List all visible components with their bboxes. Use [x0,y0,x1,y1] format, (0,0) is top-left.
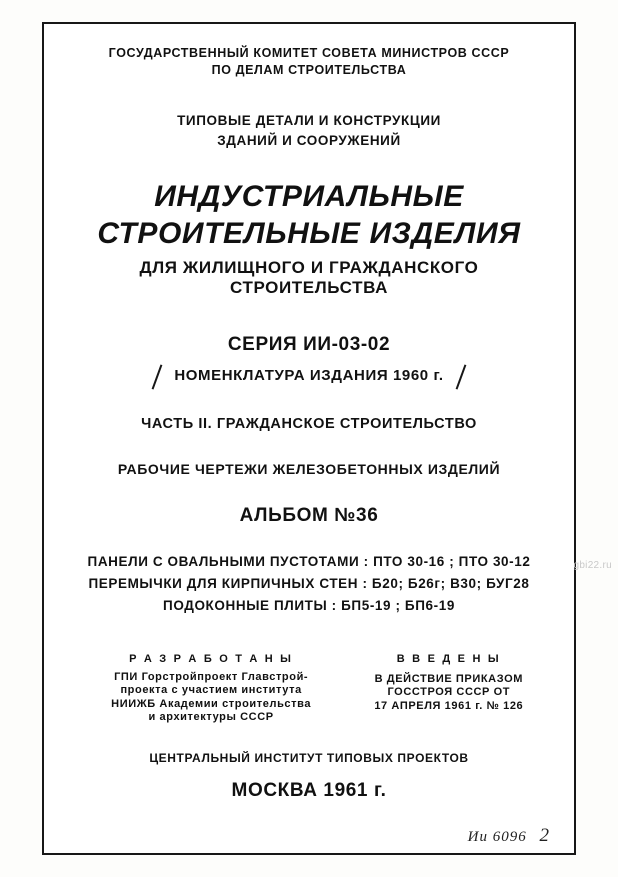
institute-text: ЦЕНТРАЛЬНЫЙ ИНСТИТУТ ТИПОВЫХ ПРОЕКТОВ [149,750,469,765]
main-title-line-2: СТРОИТЕЛЬНЫЕ ИЗДЕЛИЯ [97,217,521,251]
main-subtitle [70,258,548,299]
footer-columns [70,649,548,725]
developed-by-line: ГПИ Горстройпроект Главстрой- [114,670,309,683]
title-page-frame [42,22,576,855]
drawings-text: РАБОЧИЕ ЧЕРТЕЖИ ЖЕЛЕЗОБЕТОННЫХ ИЗДЕЛИЙ [117,461,501,478]
drawings-line [70,461,548,478]
main-subtitle-line-1: ДЛЯ ЖИЛИЩНОГО И ГРАЖДАНСКОГО [139,257,479,277]
enacted-by-line: 17 АПРЕЛЯ 1961 г. № 126 [374,699,524,712]
developed-by-block [76,649,346,725]
nomenclature-text: НОМЕНКЛАТУРА ИЗДАНИЯ 1960 г. [174,367,444,385]
typical-details-subheader [70,113,548,150]
enacted-by-line: ГОССТРОЯ СССР ОТ [387,686,511,699]
album-text: АЛЬБОМ №36 [239,505,379,527]
series-label-text: СЕРИЯ ИИ-03-02 [227,334,391,356]
ministry-header [70,46,548,79]
developed-by-line: проекта с участием института [120,684,302,697]
developed-by-caption: Р А З Р А Б О Т А Н Ы [129,652,294,665]
product-list-item: ПОДОКОННЫЕ ПЛИТЫ : БП5-19 ; БП6-19 [163,598,455,614]
ministry-header-line-1: ГОСУДАРСТВЕННЫЙ КОМИТЕТ СОВЕТА МИНИСТРОВ СССР [108,46,510,60]
developed-by-line: НИИЖБ Академии строительства [111,697,312,710]
main-title-line-1: ИНДУСТРИАЛЬНЫЕ [154,180,464,214]
main-title [70,179,548,252]
enacted-by-line: В ДЕЙСТВИЕ ПРИКАЗОМ [374,672,523,685]
handwritten-annotation [468,825,550,847]
slash-right-mark [455,365,466,390]
typical-details-line-2: ЗДАНИЙ И СООРУЖЕНИЙ [217,132,401,148]
enacted-by-block [356,649,542,713]
handwritten-code: Иu 6096 [467,829,527,845]
main-subtitle-line-2: СТРОИТЕЛЬСТВА [230,278,388,298]
title-page-content [44,24,574,853]
city-year-line [70,779,548,802]
part-line [70,416,548,434]
developed-by-line: и архитектуры СССР [148,711,274,724]
handwritten-number: 2 [539,825,550,846]
ministry-header-line-2: ПО ДЕЛАМ СТРОИТЕЛЬСТВА [211,63,407,78]
product-list-item: ПАНЕЛИ С ОВАЛЬНЫМИ ПУСТОТАМИ : ПТО 30-16 ; ПТО 30-12 [87,553,531,569]
slash-left-mark [152,365,163,390]
series-label [70,333,548,356]
enacted-by-caption: В В Е Д Е Н Ы [396,652,501,665]
city-year-text: МОСКВА 1961 г. [231,780,387,802]
nomenclature-line [152,367,465,385]
institute-line [70,751,548,766]
enacted-by-lines [356,673,542,713]
part-text: ЧАСТЬ II. ГРАЖДАНСКОЕ СТРОИТЕЛЬСТВО [141,415,477,432]
product-list [70,554,548,615]
typical-details-line-1: ТИПОВЫЕ ДЕТАЛИ И КОНСТРУКЦИИ [177,112,441,128]
album-line [70,504,548,527]
product-list-item: ПЕРЕМЫЧКИ ДЛЯ КИРПИЧНЫХ СТЕН : Б20; Б26г; В30; БУГ28 [88,575,530,591]
watermark-text: gbi22.ru [573,560,612,571]
developed-by-lines [76,671,346,725]
